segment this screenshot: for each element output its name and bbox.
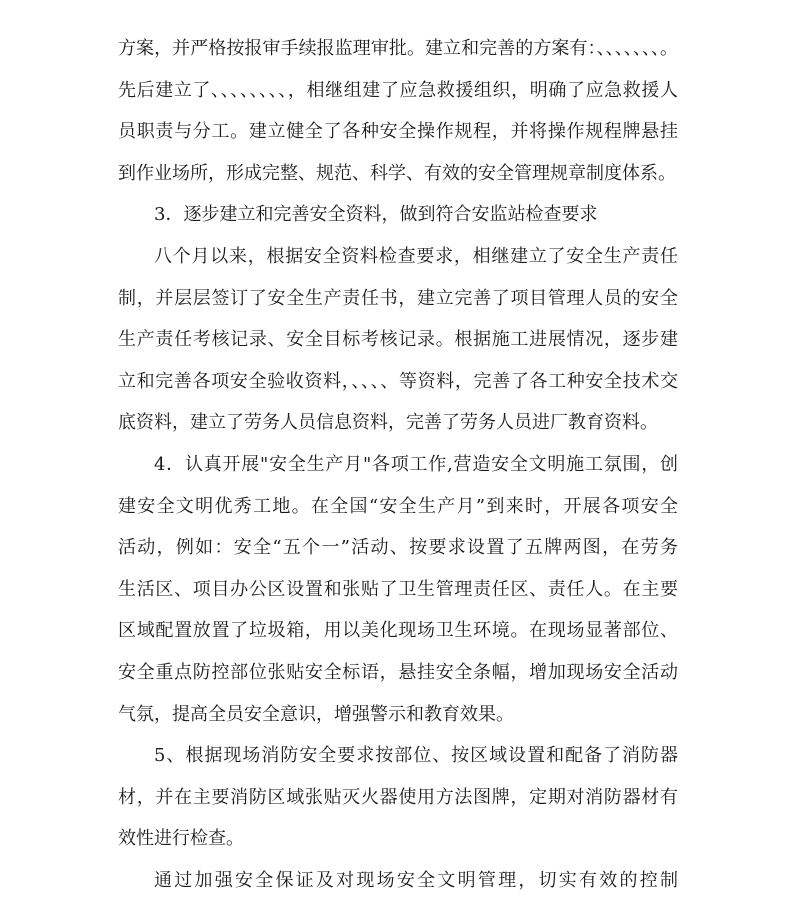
text-line: 效性进行检查。 (118, 828, 244, 850)
paragraph-first-line: 5、根据现场消防安全要求按部位、按区域设置和配备了消防器 (154, 745, 678, 767)
text-line: 气氛，提高全员安全意识，增强警示和教育效果。 (118, 703, 514, 725)
text-line: 生产责任考核记录、安全目标考核记录。根据施工进展情况，逐步建 (118, 329, 678, 351)
text-line: 先后建立了、、、、、、、、，相继组建了应急救援组织，明确了应急救援人 (118, 79, 678, 101)
document-body (118, 28, 678, 891)
paragraph-first-line: 4．认真开展"安全生产月"各项工作,营造安全文明施工氛围，创 (154, 453, 678, 475)
text-line: 区域配置放置了垃圾箱，用以美化现场卫生环境。在现场显著部位、 (118, 620, 678, 642)
text-line: 活动，例如：安全“五个一”活动、按要求设置了五牌两图，在劳务 (118, 537, 678, 559)
paragraph-first-line: 八个月以来，根据安全资料检查要求，相继建立了安全生产责任 (154, 245, 678, 267)
text-line: 方案，并严格按报审手续报监理审批。建立和完善的方案有：、、、、、、、。 (118, 38, 678, 59)
text-line: 生活区、项目办公区设置和张贴了卫生管理责任区、责任人。在主要 (118, 578, 678, 600)
text-line: 安全重点防控部位张贴安全标语，悬挂安全条幅，增加现场安全活动 (118, 661, 678, 683)
text-line: 建安全文明优秀工地。在全国“安全生产月”到来时，开展各项安全 (118, 495, 678, 517)
paragraph-first-line-partial: 通过加强安全保证及对现场安全文明管理，切实有效的控制 (154, 869, 678, 891)
text-line: 制，并层层签订了安全生产责任书，建立完善了项目管理人员的安全 (118, 287, 678, 309)
text-line: 底资料，建立了劳务人员信息资料，完善了劳务人员进厂教育资料。 (118, 412, 658, 434)
text-line: 到作业场所，形成完整、规范、科学、有效的安全管理规章制度体系。 (118, 162, 676, 184)
text-line: 立和完善各项安全验收资料，、、、、等资料，完善了各工种安全技术交 (118, 370, 678, 392)
text-line: 员职责与分工。建立健全了各种安全操作规程，并将操作规程牌悬挂 (118, 121, 678, 143)
section-heading: 3．逐步建立和完善安全资料，做到符合安监站检查要求 (154, 204, 598, 226)
text-line: 材，并在主要消防区域张贴灭火器使用方法图牌，定期对消防器材有 (118, 786, 678, 808)
